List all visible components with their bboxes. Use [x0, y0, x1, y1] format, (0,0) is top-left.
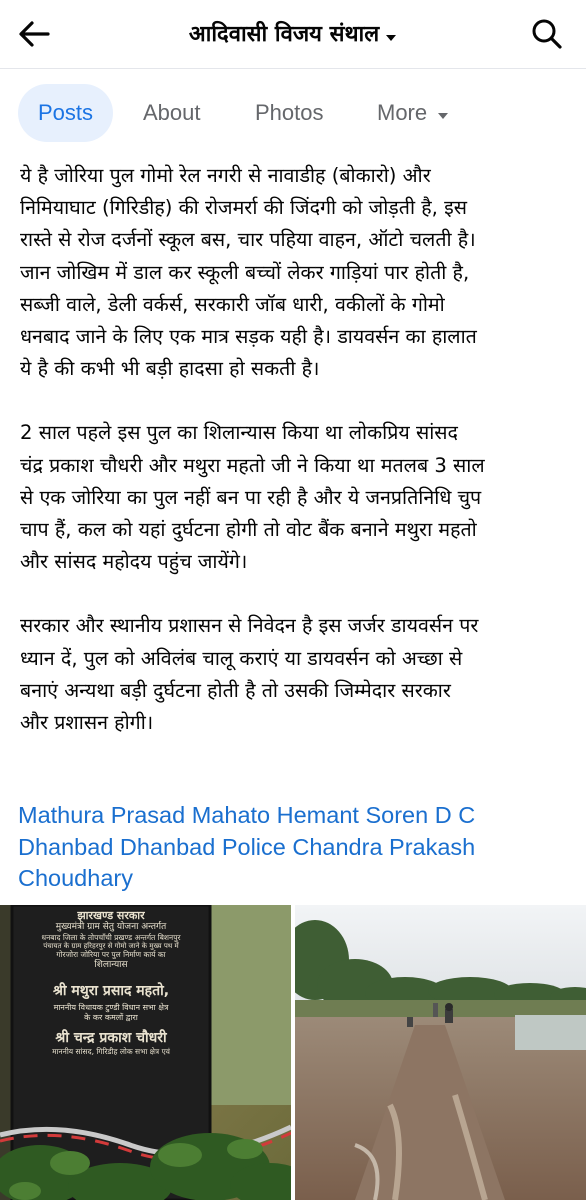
tag-link-line[interactable]: Mathura Prasad Mahato Hemant Soren D C [18, 802, 476, 828]
plaque-line: माननीय सांसद, गिरिडीह लोक सभा क्षेत्र एवं [52, 1046, 170, 1056]
tag-link-line[interactable]: Dhanbad Dhanbad Police Chandra Prakash [18, 833, 476, 860]
tab-label: More [377, 100, 428, 125]
post-body [20, 160, 576, 739]
profile-tabs [0, 84, 586, 142]
post-paragraph [20, 610, 576, 739]
tab-label: About [143, 100, 201, 125]
plaque-line: माननीय विधायक टुण्डी विधान सभा क्षेत्र [53, 1002, 169, 1012]
post-tags[interactable] [18, 800, 578, 895]
tab-posts[interactable] [18, 84, 113, 142]
plaque-line: शिलान्यास [94, 960, 128, 971]
post-text-line: सरकार और स्थानीय प्रशासन से निवेदन है इस जर्जर डायवर्सन पर [20, 614, 479, 638]
post-text-line: ध्यान दें, पुल को अविलंब चालू कराएं या डायवर्सन को अच्छा से [20, 646, 463, 670]
plaque-line: गोरजोरा जोरिया पर पुल निर्माण कार्य का [56, 950, 166, 960]
post-text-line: और सांसद महोदय पहुंच जायेंगे। [20, 550, 248, 574]
plaque-line: श्री मथुरा प्रसाद महतो, [52, 983, 170, 1000]
post-text-line: जान जोखिम में डाल कर स्कूली बच्चों लेकर गाड़ियां पार होती है, [20, 260, 470, 284]
tab-label: Posts [38, 100, 94, 125]
post-photo-road[interactable] [295, 905, 586, 1200]
muddy-road-photo-graphic [295, 905, 586, 1200]
plaque-line: मुख्यमंत्री ग्राम सेतु योजना अन्तर्गत [55, 922, 167, 933]
plaque-line: पंचायत के ग्राम हरिहरपुर से गोमो जाने के मुख्य पथ में [43, 941, 179, 950]
plaque-line: धनबाद जिला के तोपचाँची प्रखण्ड अन्तर्गत बिशनपुर [41, 932, 181, 942]
tab-photos[interactable] [255, 84, 324, 142]
plaque-text [14, 909, 208, 1056]
page-title: आदिवासी विजय संथाल [188, 22, 380, 47]
post-text-line: चाप हैं, कल को यहां दुर्घटना होगी तो वोट बैंक बनाने मथुरा महतो [20, 518, 477, 542]
post-photo-plaque[interactable] [0, 905, 291, 1200]
post-text-line: बनाएं अन्यथा बड़ी दुर्घटना होती है तो उसकी जिम्मेदार सरकार [20, 678, 451, 702]
post-text-line: रास्ते से रोज दर्जनों स्कूल बस, चार पहिया वाहन, ऑटो चलती है। [20, 228, 476, 252]
tab-label: Photos [255, 100, 324, 125]
search-icon [531, 18, 563, 50]
post-text-line: ये है जोरिया पुल गोमो रेल नगरी से नावाडीह (बोकारो) और [20, 164, 431, 187]
caret-down-icon [385, 23, 397, 48]
plaque-line: के कर कमलों द्वारा [84, 1012, 138, 1022]
post-text-line: धनबाद जाने के लिए एक मात्र सड़क यही है। डायवर्सन का हालात [20, 325, 477, 349]
tag-link-line[interactable]: Choudhary [18, 865, 133, 891]
tab-more[interactable] [377, 84, 449, 142]
page-title-dropdown[interactable] [0, 18, 586, 48]
header-divider [0, 68, 586, 69]
plaque-line: श्री चन्द्र प्रकाश चौधरी [55, 1030, 167, 1047]
top-bar [0, 0, 586, 68]
post-paragraph [20, 160, 576, 385]
post-text-line: सब्जी वाले, डेली वर्कर्स, सरकारी जॉब धारी, वकीलों के गोमो [20, 292, 445, 316]
tab-about[interactable] [143, 84, 201, 142]
plaque-line: झारखण्ड सरकार [77, 909, 145, 922]
post-paragraph [20, 417, 576, 578]
post-text-line: 2 साल पहले इस पुल का शिलान्यास किया था लोकप्रिय सांसद [20, 421, 458, 445]
post-text-line: ये है की कभी भी बड़ी हादसा हो सकती है। [20, 357, 320, 381]
post-text-line: चंद्र प्रकाश चौधरी और मथुरा महतो जी ने किया था मतलब 3 साल [20, 453, 485, 477]
post-text-line: से एक जोरिया का पुल नहीं बन पा रही है और ये जनप्रतिनिधि चुप [20, 485, 482, 509]
search-button[interactable] [528, 15, 566, 53]
post-text-line: और प्रशासन होगी। [20, 711, 154, 735]
post-text-line: निमियाघाट (गिरिडीह) की रोजमर्रा की जिंदगी को जोड़ती है, इस [20, 196, 467, 220]
caret-down-icon [437, 100, 449, 126]
